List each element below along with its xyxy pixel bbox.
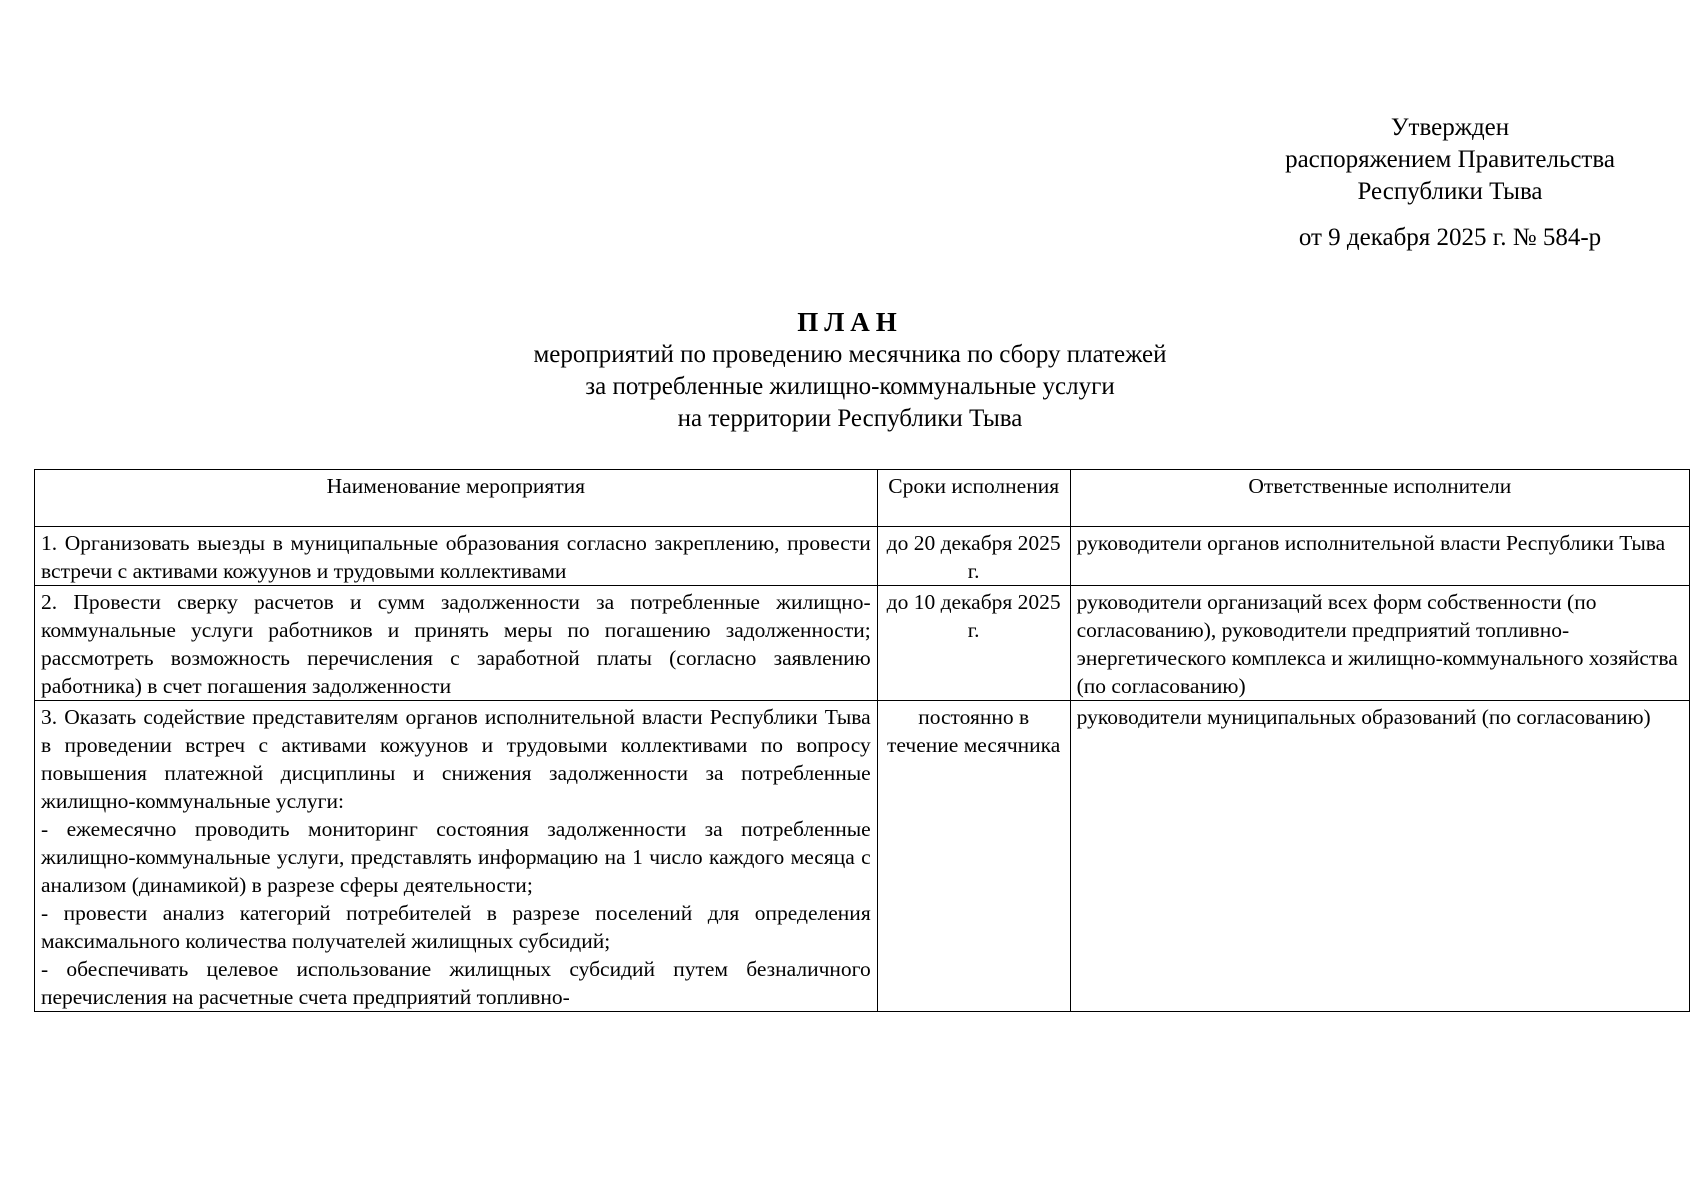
activity-bullet-monitoring: - ежемесячно проводить мониторинг состояния задолженности за потребленные жилищно-коммунальные услуги, представлять информацию на 1 число каждого месяца с анализом (динамикой) в разрезе сферы деятельности; (41, 817, 871, 897)
table-row (35, 527, 1690, 586)
approval-line-approved: Утвержден (1390, 114, 1510, 141)
header-deadline: Сроки исполнения (877, 470, 1070, 527)
activity-name-cell (35, 701, 878, 1012)
approval-line-republic: Республики Тыва (1357, 178, 1543, 205)
responsible-cell: руководители организаций всех форм собственности (по согласованию), руководители предприятий топливно-энергетического комплекса и жилищно-коммунального хозяйства (по согласованию) (1070, 586, 1689, 701)
document-title-block (330, 305, 1370, 435)
activity-bullet-analysis: - провести анализ категорий потребителей в разрезе поселений для определения максимального количества получателей жилищных субсидий; (41, 901, 871, 953)
document-subtitle-line-3: на территории Республики Тыва (677, 405, 1023, 432)
table-header-row (35, 470, 1690, 527)
deadline-cell: до 20 декабря 2025 г. (877, 527, 1070, 586)
deadline-cell: до 10 декабря 2025 г. (877, 586, 1070, 701)
activity-name-cell: 2. Провести сверку расчетов и сумм задолженности за потребленные жилищно-коммунальные услуги работников и принять меры по погашению задолженности; рассмотреть возможность перечисления с заработной платы (согласно заявлению работника) в счет погашения задолженности (35, 586, 878, 701)
document-subtitle-line-1: мероприятий по проведению месячника по сбору платежей (533, 341, 1167, 368)
document-title: ПЛАН (797, 307, 903, 337)
deadline-cell: постоянно в течение месячника (877, 701, 1070, 1012)
approval-line-order: распоряжением Правительства (1285, 146, 1615, 173)
table-row (35, 701, 1690, 1012)
responsible-cell: руководители муниципальных образований (по согласованию) (1070, 701, 1689, 1012)
table-row (35, 586, 1690, 701)
document-subtitle-line-2: за потребленные жилищно-коммунальные услуги (585, 373, 1115, 400)
header-responsible: Ответственные исполнители (1070, 470, 1689, 527)
header-activity-name: Наименование мероприятия (35, 470, 878, 527)
activity-bullet-subsidies: - обеспечивать целевое использование жилищных субсидий путем безналичного перечисления на расчетные счета предприятий топливно- (41, 957, 871, 1009)
approval-date-number: от 9 декабря 2025 г. № 584-р (1298, 224, 1602, 251)
activity-intro-text: 3. Оказать содействие представителям органов исполнительной власти Республики Тыва в проведении встреч с активами кожуунов и трудовыми коллективами по вопросу повышения платежной дисциплины и снижения задолженности за потребленные жилищно-коммунальные услуги: (41, 705, 871, 813)
responsible-cell: руководители органов исполнительной власти Республики Тыва (1070, 527, 1689, 586)
activity-name-cell: 1. Организовать выезды в муниципальные образования согласно закреплению, провести встречи с активами кожуунов и трудовыми коллективами (35, 527, 878, 586)
plan-table (34, 469, 1690, 1012)
approval-stamp-block (1230, 112, 1670, 254)
